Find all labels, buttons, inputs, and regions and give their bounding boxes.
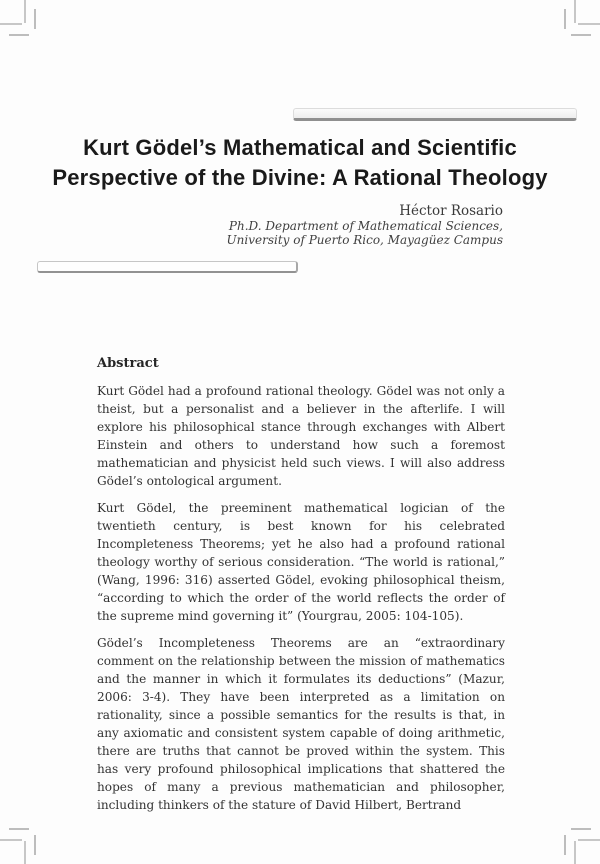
ornament-line (9, 34, 29, 36)
ornament-line (0, 839, 22, 841)
ornament-line (9, 828, 29, 830)
author-block (227, 204, 503, 247)
body-paragraph: Gödel’s Incompleteness Theorems are an “extraordinary comment on the relationship between the mission of mathematics and the manner in which it formulates its deductions” (Mazur, 2006: 3-4). They have been interpreted as a limitation on rationality, since a possible semantics for the results is that, in any axiomatic and consistent system capable of doing arithmetic, there are truths that cannot be proved within the system. This has very profound philosophical implications that shattered the hopes of many a previous mathematician and philosopher, including thinkers of the stature of David Hilbert, Bertrand (97, 636, 505, 812)
ornament-line (24, 0, 26, 23)
author-affiliation-line-2: University of Puerto Rico, Mayagüez Campus (226, 233, 503, 247)
ornament-line (0, 23, 22, 25)
ornament-line (24, 841, 26, 864)
ornament-line (574, 841, 576, 864)
ornament-line (564, 835, 566, 855)
decorative-rule-top-right (293, 108, 577, 121)
decorative-rule-left (37, 261, 298, 273)
ornament-line (571, 828, 591, 830)
author-affiliation-line-1: Ph.D. Department of Mathematical Sciences, (228, 219, 503, 233)
body-column (97, 356, 505, 823)
paper-title-line-1: Kurt Gödel’s Mathematical and Scientific (83, 135, 517, 160)
ornament-line (564, 9, 566, 29)
ornament-line (578, 839, 600, 841)
paper-title (30, 133, 570, 193)
ornament-line (34, 835, 36, 855)
ornament-line (578, 23, 600, 25)
author-name: Héctor Rosario (399, 203, 503, 219)
abstract-heading: Abstract (97, 356, 159, 371)
paper-title-line-2: Perspective of the Divine: A Rational Theology (52, 165, 548, 190)
body-paragraph: Kurt Gödel, the preeminent mathematical logician of the twentieth century, is best known for his celebrated Incompleteness Theorems; yet he also had a profound rational theology worthy of serious consideration. “The world is rational,” (Wang, 1996: 316) asserted Gödel, evoking philosophical theism, “according to which the order of the world reflects the order of the supreme mind governing it” (Yourgrau, 2005: 104-105). (97, 501, 505, 623)
ornament-line (571, 34, 591, 36)
ornament-line (574, 0, 576, 23)
ornament-line (34, 9, 36, 29)
abstract-text: Kurt Gödel had a profound rational theology. Gödel was not only a theist, but a personalist and a believer in the afterlife. I will explore his philosophical stance through exchanges with Albert Einstein and others to understand how such a foremost mathematician and physicist held such views. I will also address Gödel’s ontological argument. (97, 384, 505, 488)
